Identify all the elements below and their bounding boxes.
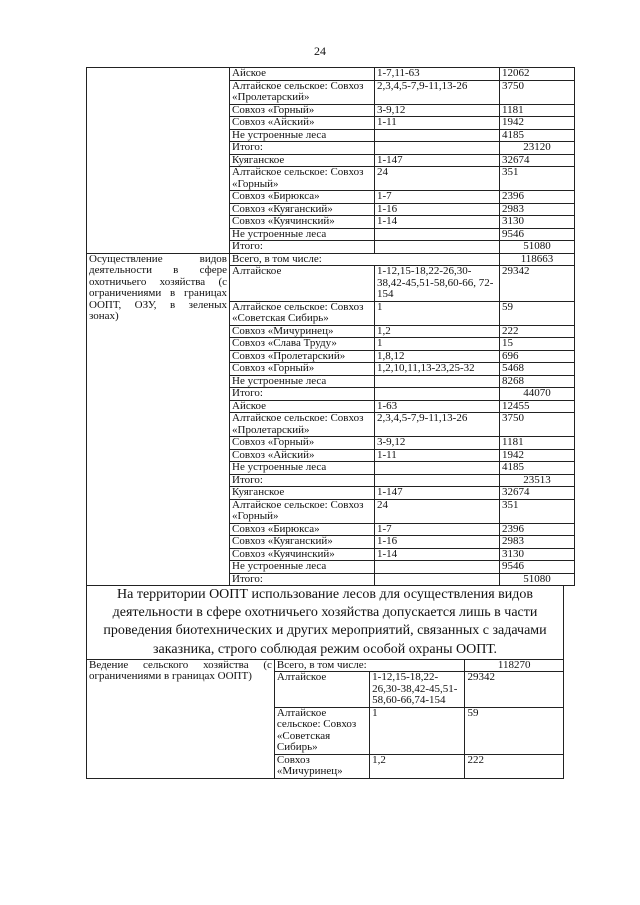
forest-use-table-2: [86, 659, 564, 779]
unit-cell: Совхоз «Куяганский»: [230, 203, 375, 216]
squares-cell: [375, 142, 500, 155]
area-cell: 1942: [500, 449, 575, 462]
squares-cell: 2,3,4,5-7,9-11,13-26: [375, 413, 500, 437]
area-cell: 3750: [500, 413, 575, 437]
unit-cell: Совхоз «Айский»: [230, 117, 375, 130]
squares-cell: 1-16: [375, 536, 500, 549]
squares-cell: [375, 129, 500, 142]
unit-cell: Алтайское сельское: Совхоз «Пролетарский»: [230, 80, 375, 104]
squares-cell: [375, 241, 500, 254]
unit-cell: Совхоз «Бирюкса»: [230, 523, 375, 536]
unit-cell: Совхоз «Мичуринец»: [274, 754, 369, 778]
unit-cell: Не устроенные леса: [230, 129, 375, 142]
area-cell: 59: [465, 707, 564, 754]
area-cell: 2983: [500, 536, 575, 549]
squares-cell: 24: [375, 499, 500, 523]
squares-cell: 1-7,11-63: [375, 68, 500, 81]
area-cell: 32674: [500, 487, 575, 500]
area-cell: 3130: [500, 216, 575, 229]
squares-cell: 24: [375, 167, 500, 191]
unit-cell: Куяганское: [230, 487, 375, 500]
unit-cell: Алтайское сельское: Совхоз «Горный»: [230, 499, 375, 523]
squares-cell: 1-12,15-18,22-26,30-38,42-45,51-58,60-66, 72-154: [375, 266, 500, 302]
unit-cell: Айское: [230, 400, 375, 413]
unit-cell: Не устроенные леса: [230, 375, 375, 388]
squares-cell: 1: [370, 707, 465, 754]
unit-cell: Не устроенные леса: [230, 462, 375, 475]
squares-cell: [375, 388, 500, 401]
area-cell: 351: [500, 499, 575, 523]
squares-cell: 1,2: [375, 325, 500, 338]
table-row: [87, 68, 575, 81]
unit-cell: Совхоз «Горный»: [230, 363, 375, 376]
area-cell: 59: [500, 301, 575, 325]
unit-cell: Совхоз «Мичуринец»: [230, 325, 375, 338]
activity-text: Осуществление видов деятельности в сфере охотничьего хозяйства (с ограничениями в границах ООПТ, ОЗУ, в зеленых зонах): [89, 252, 227, 322]
squares-cell: 1,2: [370, 754, 465, 778]
squares-cell: 1,2,10,11,13-23,25-32: [375, 363, 500, 376]
unit-cell: Итого:: [230, 573, 375, 586]
unit-cell: Совхоз «Горный»: [230, 104, 375, 117]
unit-cell: Совхоз «Слава Труду»: [230, 338, 375, 351]
squares-cell: 1-147: [375, 154, 500, 167]
area-cell: 9546: [500, 561, 575, 574]
unit-cell: Не устроенные леса: [230, 228, 375, 241]
squares-cell: 1-147: [375, 487, 500, 500]
unit-cell: Алтайское сельское: Совхоз «Советская Сибирь»: [230, 301, 375, 325]
squares-cell: 1-11: [375, 449, 500, 462]
unit-cell: Совхоз «Куячинский»: [230, 548, 375, 561]
unit-cell: Всего, в том числе:: [274, 659, 465, 672]
squares-cell: 3-9,12: [375, 437, 500, 450]
total-area-cell: 51080: [500, 573, 575, 586]
squares-cell: 1-14: [375, 548, 500, 561]
unit-cell: Совхоз «Бирюкса»: [230, 191, 375, 204]
squares-cell: 1-14: [375, 216, 500, 229]
unit-cell: Совхоз «Айский»: [230, 449, 375, 462]
area-cell: 1942: [500, 117, 575, 130]
area-cell: 4185: [500, 462, 575, 475]
unit-cell: Алтайское: [274, 672, 369, 708]
total-area-cell: 23513: [500, 474, 575, 487]
area-cell: 12455: [500, 400, 575, 413]
squares-cell: 2,3,4,5-7,9-11,13-26: [375, 80, 500, 104]
activity-cell: [87, 68, 230, 254]
unit-cell: Совхоз «Куяганский»: [230, 536, 375, 549]
area-cell: 8268: [500, 375, 575, 388]
area-cell: 2396: [500, 523, 575, 536]
unit-cell: Алтайское сельское: Совхоз «Горный»: [230, 167, 375, 191]
squares-cell: 1-7: [375, 191, 500, 204]
unit-cell: Айское: [230, 68, 375, 81]
squares-cell: [375, 561, 500, 574]
unit-cell: Не устроенные леса: [230, 561, 375, 574]
forest-use-table-1: [86, 67, 575, 586]
area-cell: 118663: [500, 253, 575, 266]
area-cell: 12062: [500, 68, 575, 81]
area-cell: 222: [465, 754, 564, 778]
unit-cell: Алтайское сельское: Совхоз «Пролетарский»: [230, 413, 375, 437]
area-cell: 29342: [465, 672, 564, 708]
table-row: [87, 253, 575, 266]
area-cell: 3750: [500, 80, 575, 104]
area-cell: 5468: [500, 363, 575, 376]
area-cell: 29342: [500, 266, 575, 302]
unit-cell: Итого:: [230, 388, 375, 401]
area-cell: 222: [500, 325, 575, 338]
squares-cell: [375, 462, 500, 475]
squares-cell: 1-7: [375, 523, 500, 536]
page-number: 24: [314, 44, 326, 58]
total-area-cell: 23120: [500, 142, 575, 155]
unit-cell: Итого:: [230, 142, 375, 155]
squares-cell: 1,8,12: [375, 350, 500, 363]
activity-cell: [87, 659, 275, 778]
area-cell: 3130: [500, 548, 575, 561]
area-cell: 9546: [500, 228, 575, 241]
area-cell: 2396: [500, 191, 575, 204]
squares-cell: 1-16: [375, 203, 500, 216]
unit-cell: Совхоз «Куячинский»: [230, 216, 375, 229]
unit-cell: Куяганское: [230, 154, 375, 167]
ooopt-notice: На территории ООПТ использование лесов для осуществления видов деятельности в сфере охотничьего хозяйства допускается лишь в части проведения биотехнических и других мероприятий, связанных с задачами заказника, строго соблюдая режим особой охраны ООПТ.: [86, 586, 564, 659]
total-area-cell: 51080: [500, 241, 575, 254]
squares-cell: 1: [375, 301, 500, 325]
unit-cell: Итого:: [230, 474, 375, 487]
unit-cell: Совхоз «Пролетарский»: [230, 350, 375, 363]
area-cell: 32674: [500, 154, 575, 167]
area-cell: 351: [500, 167, 575, 191]
squares-cell: 1: [375, 338, 500, 351]
table-row: [87, 659, 564, 672]
area-cell: 4185: [500, 129, 575, 142]
area-cell: 15: [500, 338, 575, 351]
area-cell: 2983: [500, 203, 575, 216]
forest-use-sheet: [86, 67, 564, 779]
area-cell: 1181: [500, 104, 575, 117]
total-area-cell: 44070: [500, 388, 575, 401]
area-cell: 696: [500, 350, 575, 363]
squares-cell: 1-11: [375, 117, 500, 130]
unit-cell: Итого:: [230, 241, 375, 254]
activity-text: Ведение сельского хозяйства (с ограничениями в границах ООПТ): [89, 658, 272, 683]
unit-cell: Всего, в том числе:: [230, 253, 500, 266]
area-cell: 1181: [500, 437, 575, 450]
squares-cell: [375, 573, 500, 586]
squares-cell: 3-9,12: [375, 104, 500, 117]
unit-cell: Совхоз «Горный»: [230, 437, 375, 450]
squares-cell: [375, 474, 500, 487]
squares-cell: 1-63: [375, 400, 500, 413]
activity-cell: [87, 253, 230, 586]
area-cell: 118270: [465, 659, 564, 672]
squares-cell: 1-12,15-18,22-26,30-38,42-45,51-58,60-66,74-154: [370, 672, 465, 708]
unit-cell: Алтайское: [230, 266, 375, 302]
squares-cell: [375, 228, 500, 241]
unit-cell: Алтайское сельское: Совхоз «Советская Сибирь»: [274, 707, 369, 754]
squares-cell: [375, 375, 500, 388]
